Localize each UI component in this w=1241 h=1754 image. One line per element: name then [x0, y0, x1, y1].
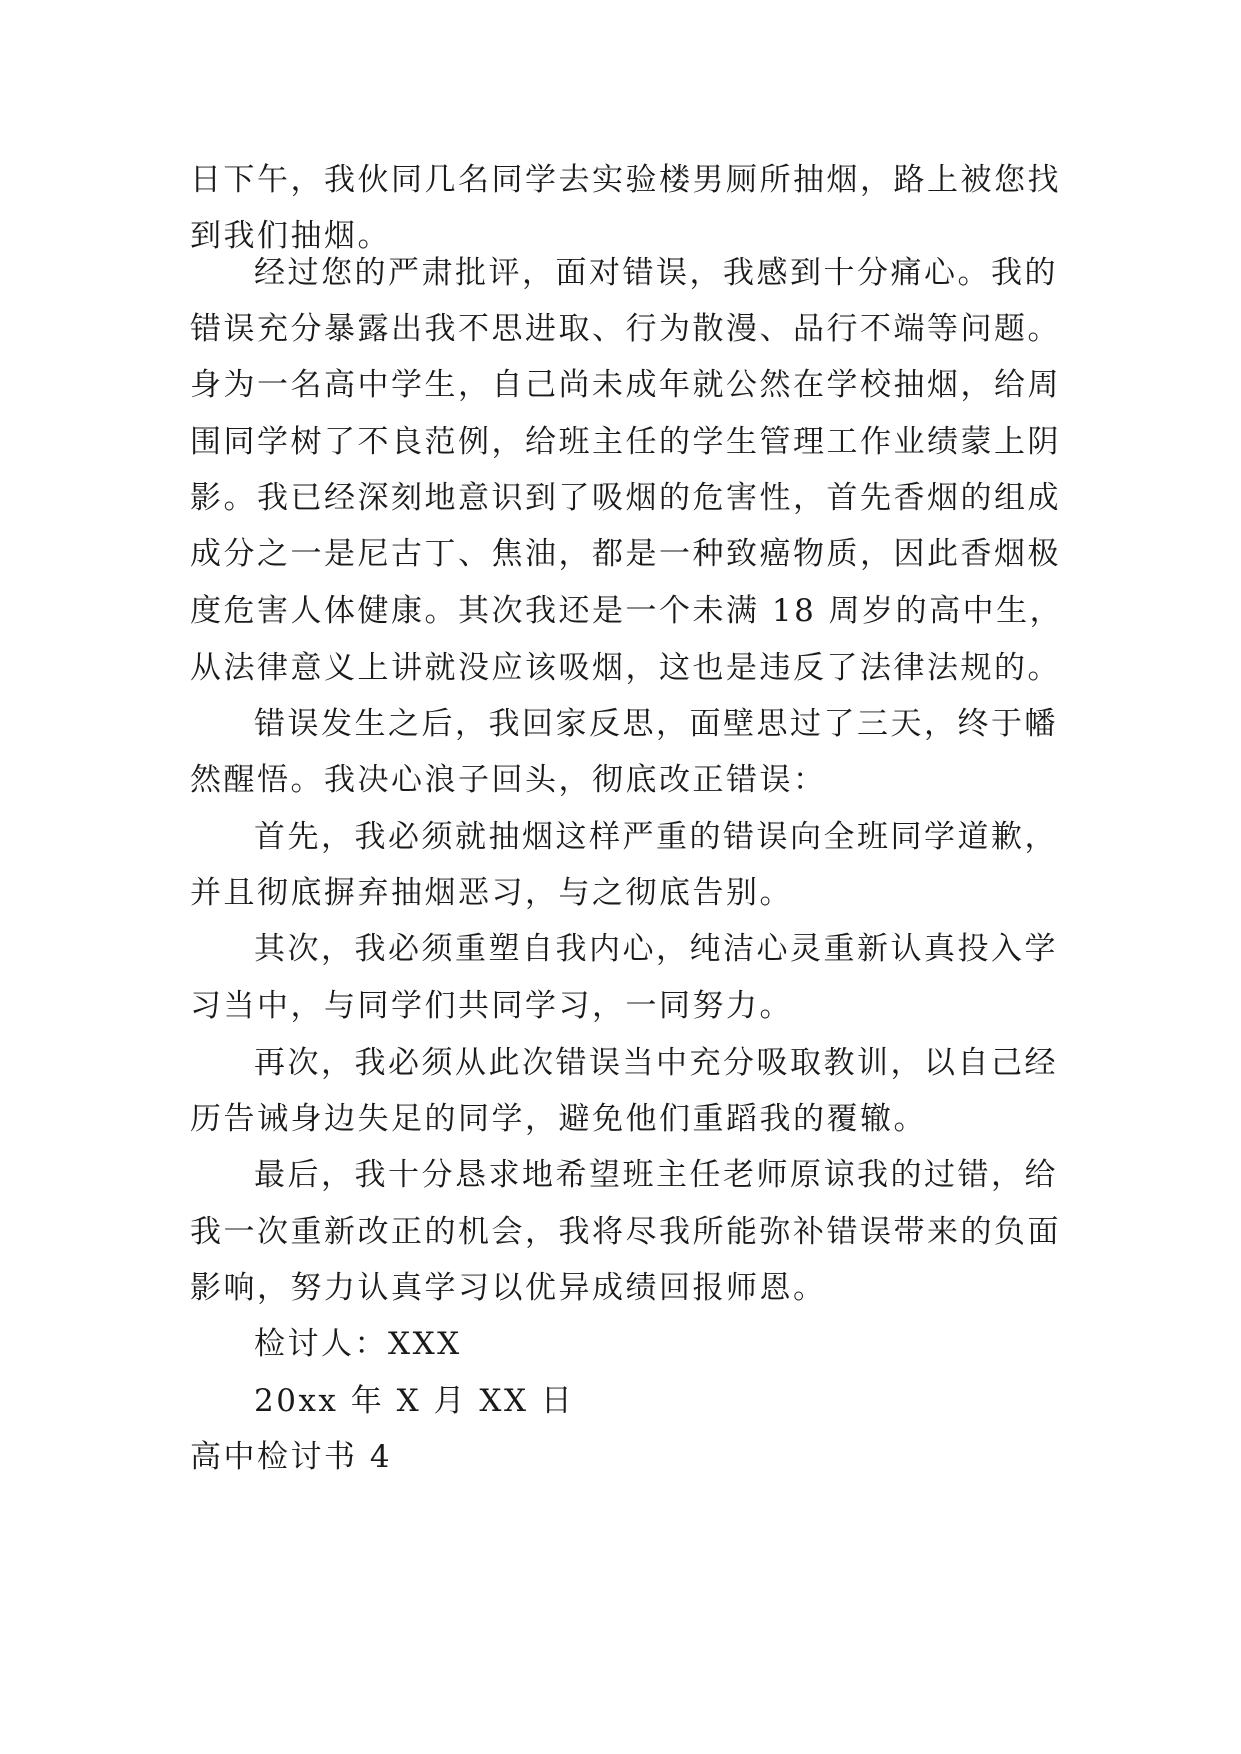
text-line: 我一次重新改正的机会，我将尽我所能弥补错误带来的负面: [190, 1214, 1061, 1250]
text-line: 到我们抽烟。: [190, 218, 391, 254]
text-line: 然醒悟。我决心浪子回头，彻底改正错误：: [190, 762, 827, 798]
text-line: 从法律意义上讲就没应该吸烟，这也是违反了法律法规的。: [190, 650, 1061, 686]
text-line: 其次，我必须重塑自我内心，纯洁心灵重新认真投入学: [254, 931, 1058, 967]
text-line: 经过您的严肃批评，面对错误，我感到十分痛心。我的: [254, 255, 1058, 291]
text-line: 习当中，与同学们共同学习，一同努力。: [190, 988, 793, 1024]
section-title: 高中检讨书 4: [190, 1439, 393, 1475]
text-line: 首先，我必须就抽烟这样严重的错误向全班同学道歉，: [254, 819, 1058, 855]
text-line: 影。我已经深刻地意识到了吸烟的危害性，首先香烟的组成: [190, 480, 1061, 516]
text-line: 围同学树了不良范例，给班主任的学生管理工作业绩蒙上阴: [190, 424, 1061, 460]
text-line: 日下午，我伙同几名同学去实验楼男厕所抽烟，路上被您找: [190, 162, 1061, 198]
text-line: 身为一名高中学生，自己尚未成年就公然在学校抽烟，给周: [190, 367, 1061, 403]
text-line: 并且彻底摒弃抽烟恶习，与之彻底告别。: [190, 875, 793, 911]
text-line: 影响，努力认真学习以优异成绩回报师恩。: [190, 1270, 827, 1306]
text-line: 度危害人体健康。其次我还是一个未满 18 周岁的高中生，: [190, 593, 1064, 629]
text-line: 错误充分暴露出我不思进取、行为散漫、品行不端等问题。: [190, 311, 1061, 347]
text-line: 再次，我必须从此次错误当中充分吸取教训，以自己经: [254, 1045, 1058, 1081]
text-line: 历告诫身边失足的同学，避免他们重蹈我的覆辙。: [190, 1101, 927, 1137]
signature: 检讨人：XXX: [254, 1326, 462, 1362]
text-line: 错误发生之后，我回家反思，面壁思过了三天，终于幡: [254, 706, 1058, 742]
text-line: 最后，我十分恳求地希望班主任老师原谅我的过错，给: [254, 1157, 1058, 1193]
text-line: 成分之一是尼古丁、焦油，都是一种致癌物质，因此香烟极: [190, 536, 1061, 572]
date: 20xx 年 X 月 XX 日: [254, 1383, 575, 1419]
